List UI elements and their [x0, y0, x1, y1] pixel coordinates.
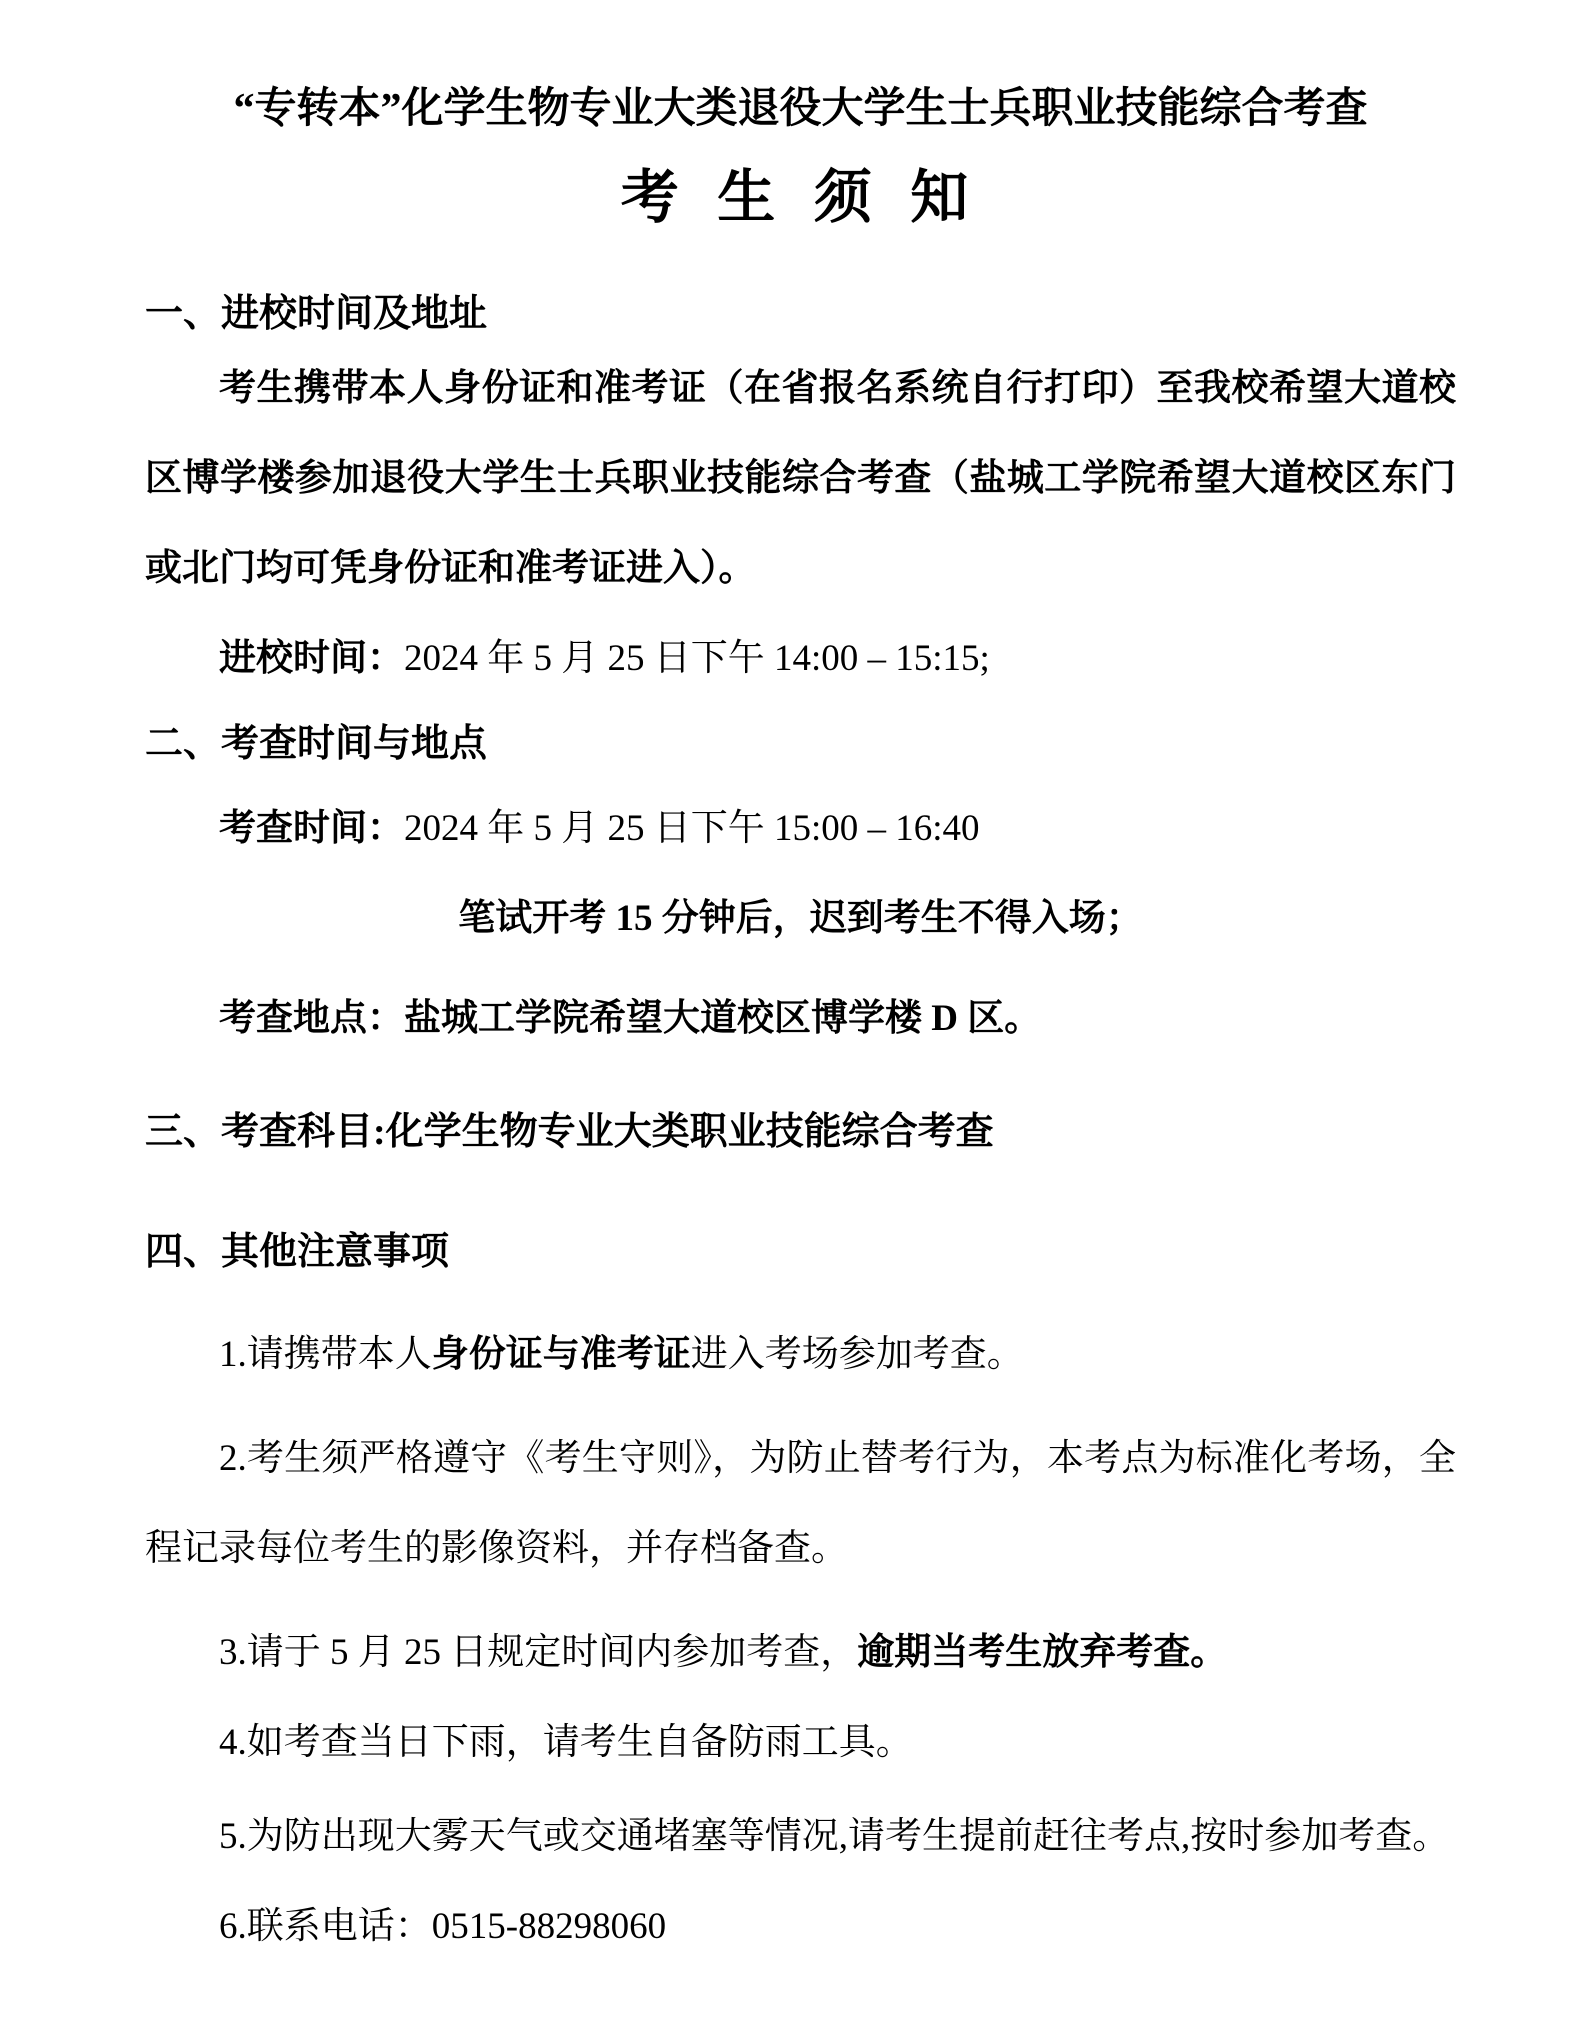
exam-time-label: 考查时间：	[219, 808, 404, 849]
exam-location-value: 盐城工学院希望大道校区博学楼 D 区。	[404, 998, 1042, 1039]
section-4-heading: 四、其他注意事项	[145, 1231, 450, 1273]
exam-subject-value: 化学生物专业大类职业技能综合考查	[385, 1111, 994, 1153]
exam-subject-label: 三、考查科目:	[145, 1111, 386, 1153]
section-3-heading	[145, 1104, 1456, 1160]
exam-location-line	[145, 974, 1456, 1064]
entry-time-label: 进校时间：	[219, 638, 404, 679]
notice-item-2: 2.考生须严格遵守《考生守则》，为防止替考行为，本考点为标准化考场，全程记录每位考生的影像资料，并存档备查。	[145, 1438, 1456, 1569]
exam-time-value: 2024 年 5 月 25 日下午 15:00 – 16:40	[404, 808, 980, 849]
notice-item-1-pre: 1.请携带本人	[219, 1334, 432, 1375]
entry-instructions-paragraph: 考生携带本人身份证和准考证（在省报名系统自行打印）至我校希望大道校区博学楼参加退役大学生士兵职业技能综合考查（盐城工学院希望大道校区东门或北门均可凭身份证和准考证进入）。	[145, 368, 1456, 589]
entry-time-value: 2024 年 5 月 25 日下午 14:00 – 15:15;	[404, 638, 990, 679]
late-arrival-notice: 笔试开考 15 分钟后，迟到考生不得入场；	[458, 898, 1143, 939]
notice-item-6: 6.联系电话：0515-88298060	[219, 1906, 667, 1947]
exam-time-line	[145, 784, 1456, 874]
entry-time-line	[145, 614, 1456, 704]
section-1-heading: 一、进校时间及地址	[145, 293, 488, 335]
exam-location-label: 考查地点：	[219, 998, 404, 1039]
notice-item-3	[145, 1608, 1456, 1698]
notice-item-3-bold: 逾期当考生放弃考查。	[857, 1632, 1228, 1673]
notice-item-1	[145, 1310, 1456, 1400]
notice-item-3-pre: 3.请于 5 月 25 日规定时间内参加考查，	[219, 1632, 858, 1673]
notice-item-1-bold: 身份证与准考证	[431, 1334, 691, 1375]
notice-item-4: 4.如考查当日下雨，请考生自备防雨工具。	[219, 1722, 913, 1763]
notice-item-1-post: 进入考场参加考查。	[690, 1334, 1024, 1375]
notice-item-5: 5.为防出现大雾天气或交通堵塞等情况,请考生提前赶往考点,按时参加考查。	[219, 1816, 1450, 1857]
document-subtitle: 考 生 须 知	[620, 165, 981, 230]
section-2-heading: 二、考查时间与地点	[145, 723, 488, 765]
document-title: “专转本”化学生物专业大类退役大学生士兵职业技能综合考查	[233, 86, 1368, 132]
